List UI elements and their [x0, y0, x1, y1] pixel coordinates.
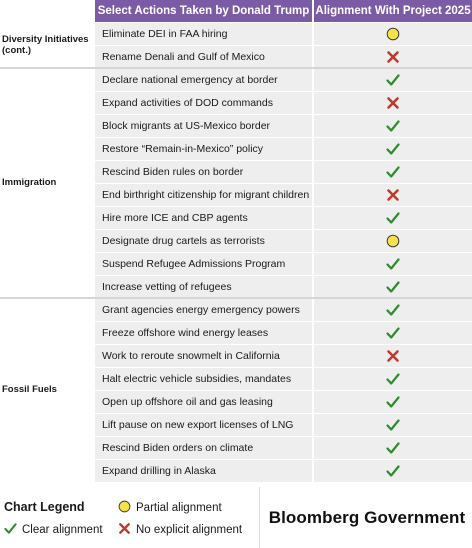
- table-row: [95, 69, 472, 92]
- table-row: [95, 115, 472, 138]
- check-icon: [386, 372, 400, 386]
- alignment-cell: [314, 115, 472, 137]
- action-cell: Work to reroute snowmelt in California: [95, 345, 312, 367]
- alignment-cell: [314, 414, 472, 436]
- action-cell: Grant agencies energy emergency powers: [95, 299, 312, 321]
- alignment-cell: [314, 184, 472, 206]
- brand-logo: Bloomberg Government: [268, 507, 466, 527]
- cross-icon: [386, 96, 400, 110]
- table-row: [95, 138, 472, 161]
- partial-icon: [118, 500, 136, 516]
- action-cell: Expand drilling in Alaska: [95, 460, 312, 482]
- category-label: Fossil Fuels: [0, 299, 94, 482]
- check-icon: [386, 211, 400, 225]
- legend-item-partial: [118, 500, 222, 516]
- action-cell: Hire more ICE and CBP agents: [95, 207, 312, 229]
- table-row: [95, 161, 472, 184]
- category-label: Immigration: [0, 69, 94, 298]
- chart-legend: [0, 487, 260, 548]
- check-icon: [386, 165, 400, 179]
- legend-none-label: No explicit alignment: [136, 524, 243, 536]
- alignment-cell: [314, 345, 472, 367]
- legend-partial-label: Partial alignment: [136, 502, 222, 514]
- partial-icon: [386, 234, 400, 248]
- check-icon: [386, 280, 400, 294]
- table-row: [95, 345, 472, 368]
- legend-item-none: [118, 522, 242, 538]
- table-row: [95, 437, 472, 460]
- action-cell: Halt electric vehicle subsidies, mandates: [95, 368, 312, 390]
- table-row: [95, 46, 472, 69]
- action-cell: Restore “Remain-in-Mexico” policy: [95, 138, 312, 160]
- action-cell: Increase vetting of refugees: [95, 276, 312, 298]
- alignment-cell: [314, 23, 472, 45]
- table-row: [95, 23, 472, 46]
- action-cell: Declare national emergency at border: [95, 69, 312, 91]
- legend-clear-label: Clear alignment: [22, 524, 103, 536]
- table-row: [95, 253, 472, 276]
- alignment-cell: [314, 69, 472, 91]
- action-cell: Rename Denali and Gulf of Mexico: [95, 46, 312, 68]
- check-icon: [386, 303, 400, 317]
- header-alignment: Alignment With Project 2025: [314, 0, 472, 22]
- cross-icon: [118, 522, 136, 538]
- check-icon: [4, 522, 22, 538]
- legend-title: Chart Legend: [4, 500, 85, 514]
- alignment-cell: [314, 460, 472, 482]
- table-row: [95, 460, 472, 483]
- action-cell: Open up offshore oil and gas leasing: [95, 391, 312, 413]
- action-cell: Block migrants at US-Mexico border: [95, 115, 312, 137]
- alignment-cell: [314, 138, 472, 160]
- check-icon: [386, 142, 400, 156]
- partial-icon: [386, 27, 400, 41]
- table-row: [95, 276, 472, 299]
- alignment-cell: [314, 276, 472, 298]
- action-cell: Rescind Biden rules on border: [95, 161, 312, 183]
- alignment-cell: [314, 92, 472, 114]
- alignment-cell: [314, 391, 472, 413]
- cross-icon: [386, 188, 400, 202]
- check-icon: [386, 73, 400, 87]
- check-icon: [386, 119, 400, 133]
- table-row: [95, 92, 472, 115]
- action-cell: End birthright citizenship for migrant children: [95, 184, 312, 206]
- alignment-cell: [314, 46, 472, 68]
- alignment-cell: [314, 207, 472, 229]
- cross-icon: [386, 349, 400, 363]
- legend-item-clear: [4, 522, 103, 538]
- table-row: [95, 299, 472, 322]
- header-actions: Select Actions Taken by Donald Trump: [95, 0, 312, 22]
- alignment-cell: [314, 299, 472, 321]
- action-cell: Expand activities of DOD commands: [95, 92, 312, 114]
- action-cell: Suspend Refugee Admissions Program: [95, 253, 312, 275]
- action-cell: Freeze offshore wind energy leases: [95, 322, 312, 344]
- check-icon: [386, 326, 400, 340]
- table-header: [0, 0, 472, 22]
- check-icon: [386, 395, 400, 409]
- alignment-cell: [314, 161, 472, 183]
- check-icon: [386, 464, 400, 478]
- table-row: [95, 322, 472, 345]
- category-label: Diversity Initiatives (cont.): [0, 23, 94, 68]
- check-icon: [386, 257, 400, 271]
- alignment-cell: [314, 437, 472, 459]
- alignment-cell: [314, 230, 472, 252]
- check-icon: [386, 418, 400, 432]
- alignment-cell: [314, 253, 472, 275]
- action-cell: Eliminate DEI in FAA hiring: [95, 23, 312, 45]
- table-row: [95, 230, 472, 253]
- alignment-cell: [314, 322, 472, 344]
- action-cell: Designate drug cartels as terrorists: [95, 230, 312, 252]
- table-row: [95, 368, 472, 391]
- action-cell: Lift pause on new export licenses of LNG: [95, 414, 312, 436]
- alignment-cell: [314, 368, 472, 390]
- cross-icon: [386, 50, 400, 64]
- table-row: [95, 184, 472, 207]
- action-cell: Rescind Biden orders on climate: [95, 437, 312, 459]
- table-row: [95, 414, 472, 437]
- table-row: [95, 207, 472, 230]
- table-row: [95, 391, 472, 414]
- check-icon: [386, 441, 400, 455]
